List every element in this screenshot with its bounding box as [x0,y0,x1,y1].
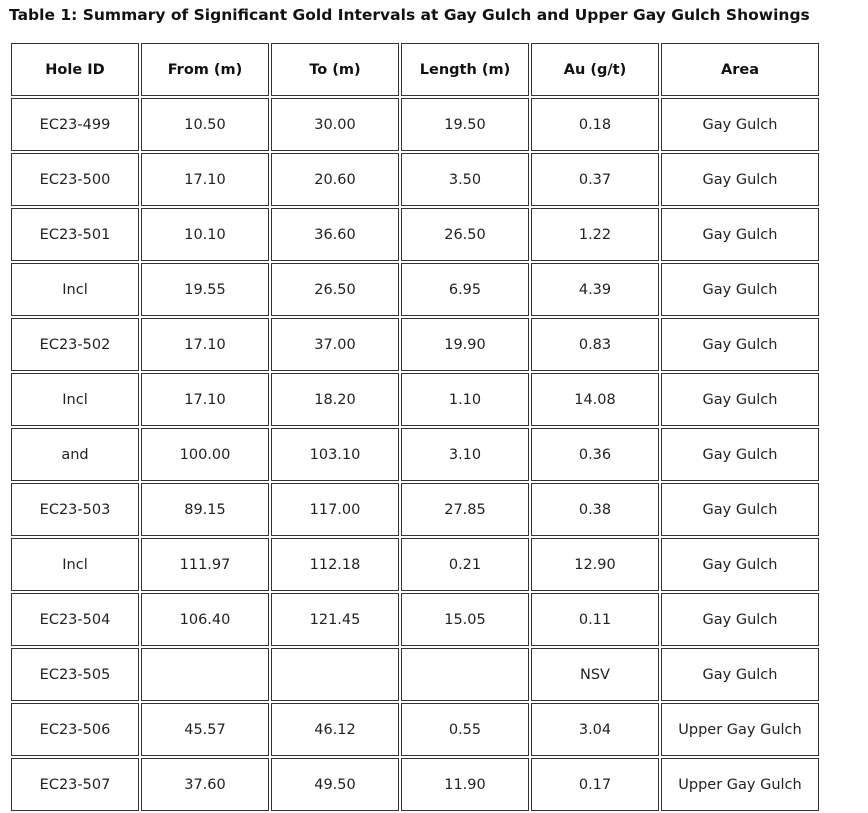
table-row [11,153,819,206]
cell-au: 14.08 [531,373,659,426]
cell-length: 19.50 [401,98,529,151]
cell-hole-id: and [11,428,139,481]
cell-from: 106.40 [141,593,269,646]
cell-length: 3.10 [401,428,529,481]
cell-to: 46.12 [271,703,399,756]
cell-from: 10.10 [141,208,269,261]
cell-to: 117.00 [271,483,399,536]
table-row [11,263,819,316]
cell-length: 1.10 [401,373,529,426]
cell-au: 3.04 [531,703,659,756]
table-row [11,98,819,151]
table-row [11,703,819,756]
cell-length [401,648,529,701]
cell-to: 37.00 [271,318,399,371]
cell-length: 11.90 [401,758,529,811]
cell-length: 15.05 [401,593,529,646]
cell-area: Upper Gay Gulch [661,758,819,811]
table-header-row [11,43,819,96]
cell-hole-id: EC23-507 [11,758,139,811]
cell-length: 27.85 [401,483,529,536]
cell-to: 112.18 [271,538,399,591]
cell-au: 0.37 [531,153,659,206]
cell-area: Gay Gulch [661,538,819,591]
cell-au: 1.22 [531,208,659,261]
cell-au: 0.18 [531,98,659,151]
cell-length: 3.50 [401,153,529,206]
cell-area: Gay Gulch [661,153,819,206]
cell-area: Gay Gulch [661,98,819,151]
header-area: Area [661,43,819,96]
table-row [11,373,819,426]
cell-from: 17.10 [141,373,269,426]
cell-to: 30.00 [271,98,399,151]
cell-to: 26.50 [271,263,399,316]
cell-area: Gay Gulch [661,263,819,316]
cell-length: 26.50 [401,208,529,261]
table-row [11,208,819,261]
cell-to: 20.60 [271,153,399,206]
cell-from: 17.10 [141,153,269,206]
gold-intervals-table [9,41,821,813]
cell-from: 10.50 [141,98,269,151]
cell-from [141,648,269,701]
table-row [11,593,819,646]
cell-hole-id: EC23-499 [11,98,139,151]
cell-to: 49.50 [271,758,399,811]
cell-hole-id: EC23-505 [11,648,139,701]
cell-area: Gay Gulch [661,483,819,536]
cell-area: Gay Gulch [661,318,819,371]
cell-to: 36.60 [271,208,399,261]
cell-hole-id: EC23-501 [11,208,139,261]
cell-hole-id: EC23-502 [11,318,139,371]
cell-au: 0.11 [531,593,659,646]
cell-from: 100.00 [141,428,269,481]
cell-length: 0.55 [401,703,529,756]
cell-hole-id: EC23-503 [11,483,139,536]
cell-hole-id: EC23-504 [11,593,139,646]
cell-length: 0.21 [401,538,529,591]
cell-au: 12.90 [531,538,659,591]
cell-area: Gay Gulch [661,373,819,426]
cell-to: 18.20 [271,373,399,426]
table-row [11,758,819,811]
cell-area: Gay Gulch [661,428,819,481]
table-row [11,428,819,481]
header-hole-id: Hole ID [11,43,139,96]
cell-hole-id: Incl [11,373,139,426]
header-to: To (m) [271,43,399,96]
header-length: Length (m) [401,43,529,96]
cell-hole-id: EC23-500 [11,153,139,206]
cell-area: Gay Gulch [661,208,819,261]
cell-hole-id: Incl [11,263,139,316]
cell-from: 89.15 [141,483,269,536]
cell-au: 4.39 [531,263,659,316]
cell-to [271,648,399,701]
cell-au: NSV [531,648,659,701]
cell-from: 37.60 [141,758,269,811]
cell-from: 17.10 [141,318,269,371]
cell-to: 103.10 [271,428,399,481]
cell-area: Gay Gulch [661,648,819,701]
table-row [11,318,819,371]
cell-from: 45.57 [141,703,269,756]
table-caption: Table 1: Summary of Significant Gold Intervals at Gay Gulch and Upper Gay Gulch Showings [9,6,810,24]
cell-length: 6.95 [401,263,529,316]
cell-au: 0.17 [531,758,659,811]
cell-au: 0.38 [531,483,659,536]
cell-au: 0.83 [531,318,659,371]
table-row [11,483,819,536]
header-au: Au (g/t) [531,43,659,96]
cell-hole-id: EC23-506 [11,703,139,756]
cell-au: 0.36 [531,428,659,481]
cell-to: 121.45 [271,593,399,646]
cell-area: Gay Gulch [661,593,819,646]
cell-length: 19.90 [401,318,529,371]
cell-hole-id: Incl [11,538,139,591]
cell-from: 19.55 [141,263,269,316]
header-from: From (m) [141,43,269,96]
table-row [11,538,819,591]
cell-from: 111.97 [141,538,269,591]
cell-area: Upper Gay Gulch [661,703,819,756]
table-row [11,648,819,701]
